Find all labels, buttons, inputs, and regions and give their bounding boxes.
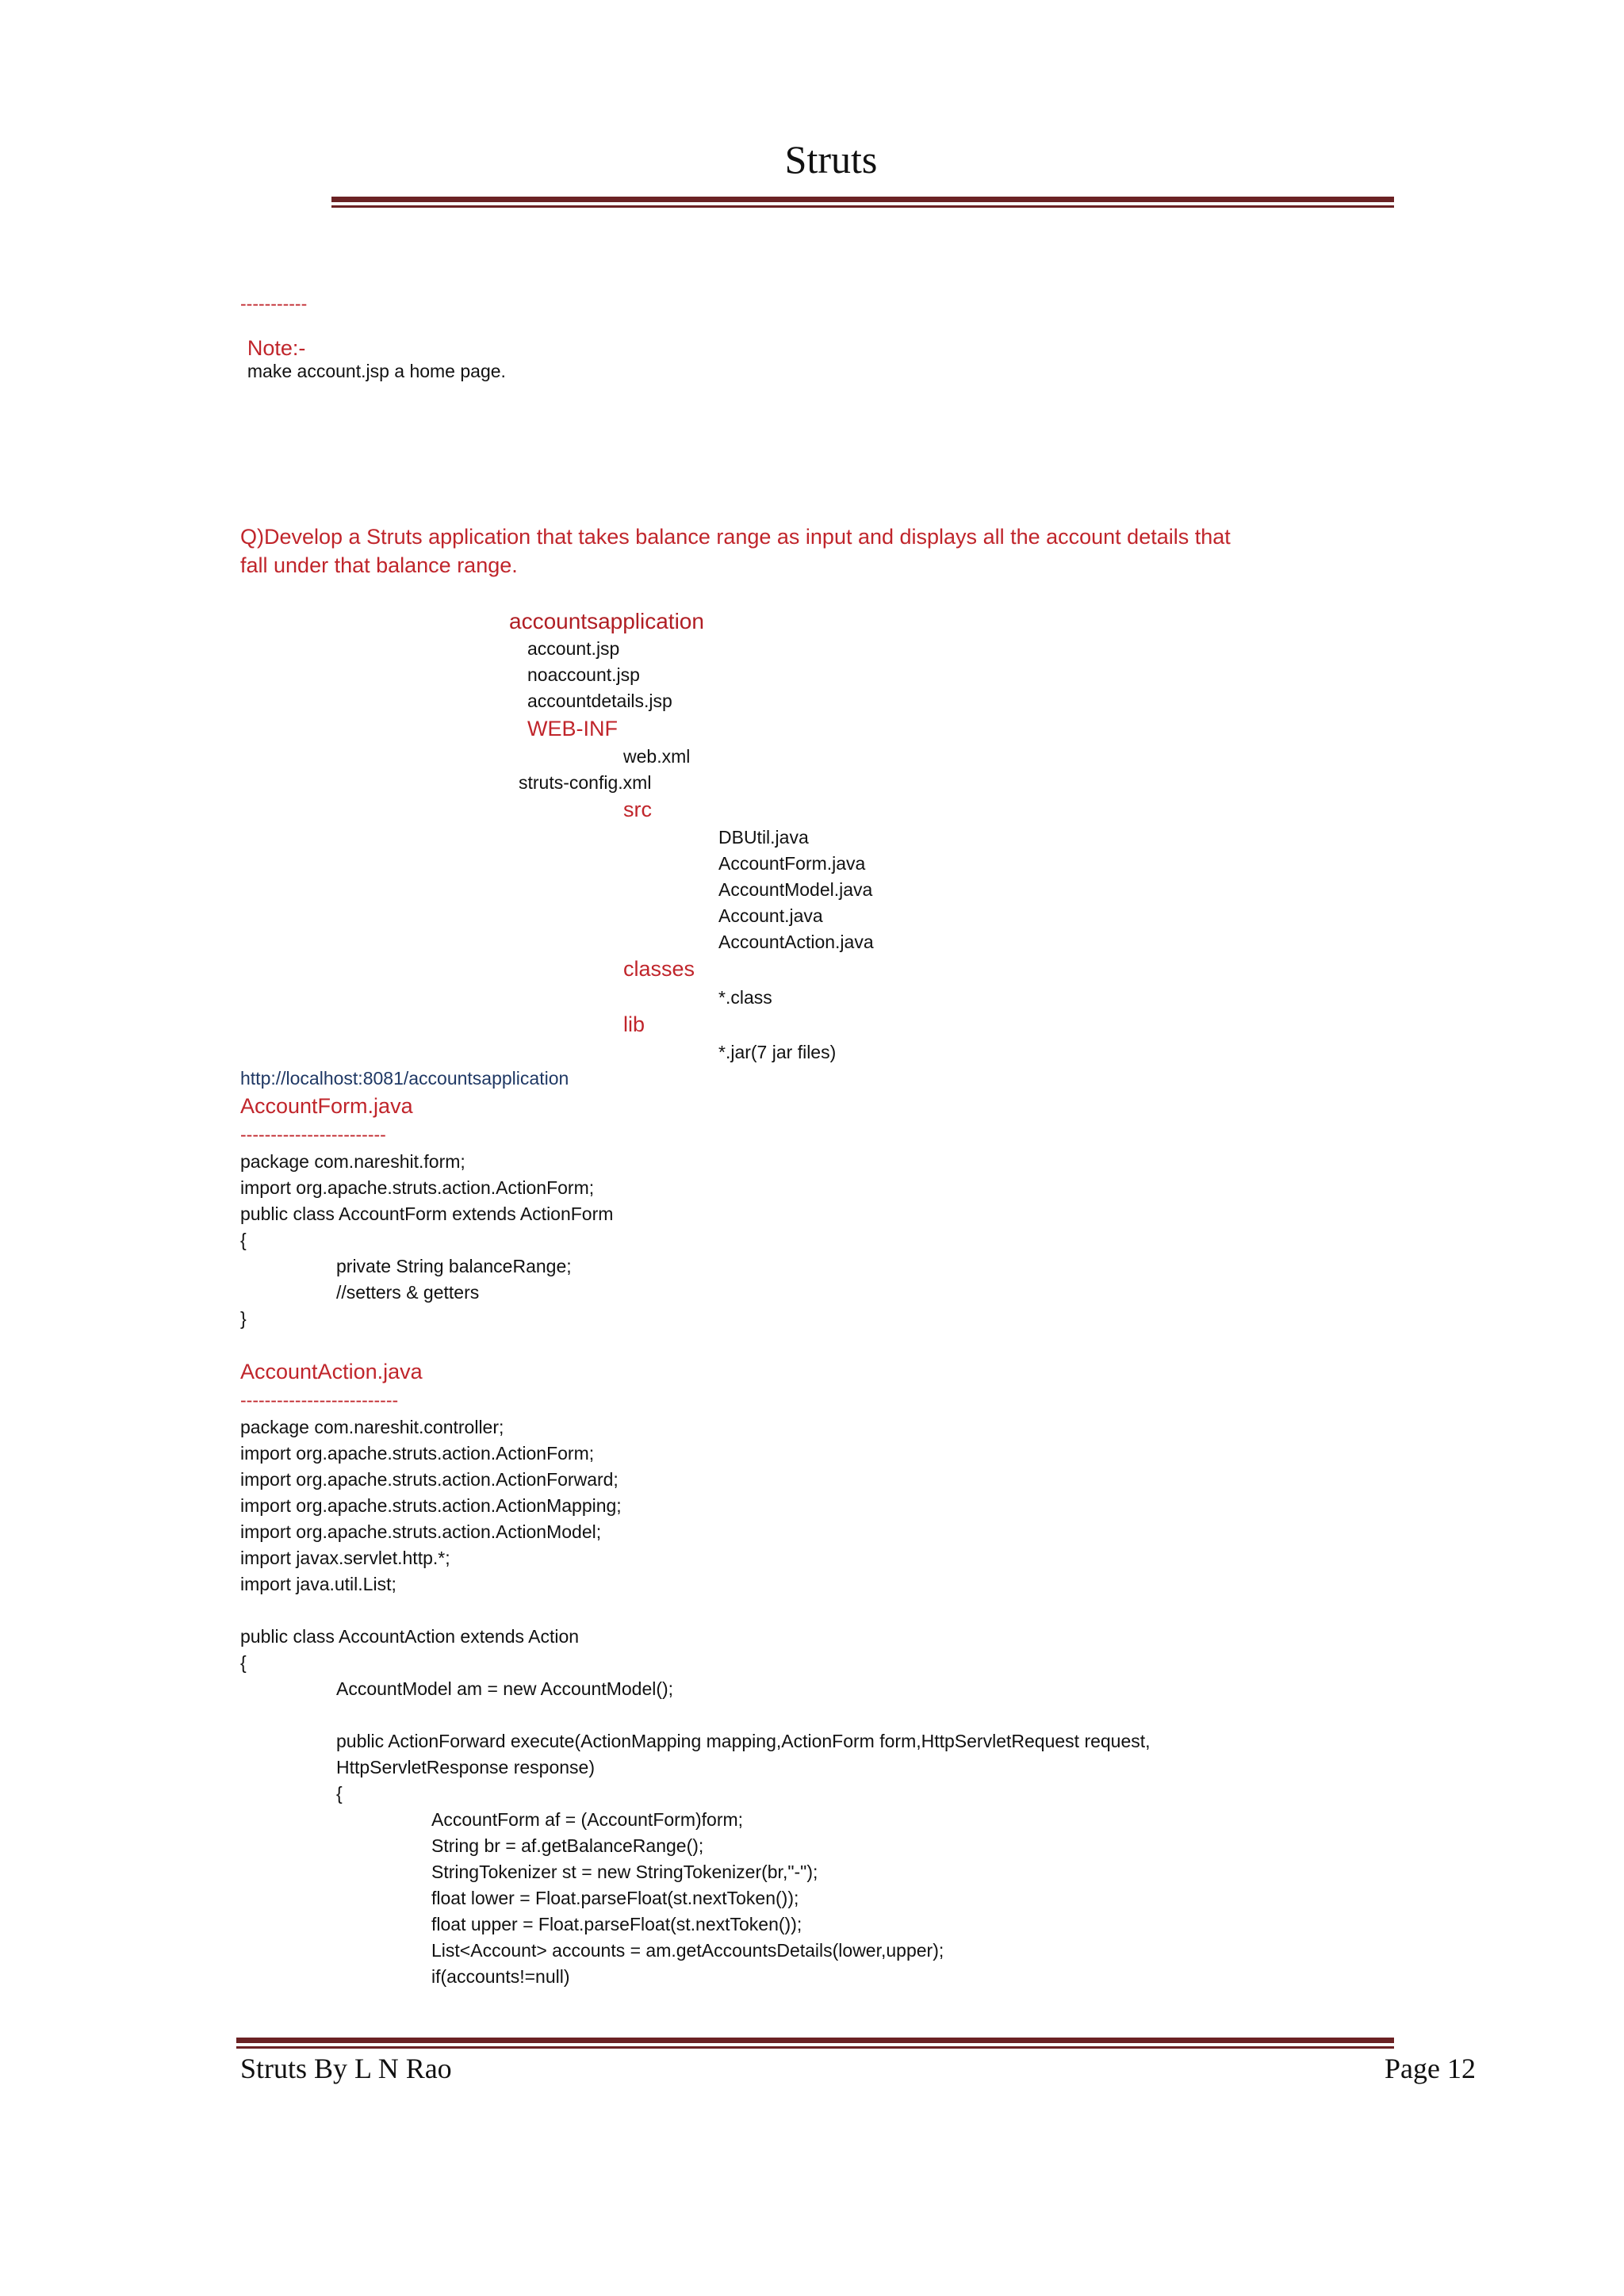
code-line: //setters & getters [336, 1282, 480, 1303]
code-line: public class AccountForm extends ActionForm [240, 1203, 614, 1224]
tree-lib: lib [623, 1012, 645, 1036]
question-line-1: Q)Develop a Struts application that takes balance range as input and displays all the account details that [240, 525, 1231, 549]
page-title: Struts [784, 137, 878, 182]
note-label: Note:- [247, 336, 306, 360]
accountaction-heading: AccountAction.java [240, 1360, 423, 1383]
code-line: StringTokenizer st = new StringTokenizer(br,"-"); [431, 1862, 818, 1882]
code-line: package com.nareshit.controller; [240, 1417, 504, 1437]
code-line: AccountModel am = new AccountModel(); [336, 1678, 674, 1699]
app-url: http://localhost:8081/accountsapplication [240, 1068, 569, 1089]
tree-account: Account.java [718, 905, 823, 926]
code-line: { [240, 1230, 247, 1250]
note-text: make account.jsp a home page. [247, 361, 506, 381]
code-line: private String balanceRange; [336, 1256, 572, 1276]
tree-accountform: AccountForm.java [718, 853, 866, 874]
note-dashes: ----------- [240, 293, 308, 314]
code-line: HttpServletResponse response) [336, 1757, 595, 1777]
code-line: } [240, 1308, 247, 1329]
code-line: List<Account> accounts = am.getAccountsDetails(lower,upper); [431, 1940, 944, 1961]
code-line: import org.apache.struts.action.ActionForm; [240, 1443, 595, 1464]
tree-dbutil: DBUtil.java [718, 827, 809, 848]
code-line: import org.apache.struts.action.ActionForm; [240, 1177, 595, 1198]
accountform-underline: ------------------------ [240, 1124, 386, 1145]
code-line: AccountForm af = (AccountForm)form; [431, 1809, 744, 1830]
tree-class-files: *.class [718, 987, 772, 1008]
tree-root: accountsapplication [509, 609, 704, 633]
tree-web-xml: web.xml [623, 746, 691, 767]
tree-struts-config: struts-config.xml [519, 772, 652, 793]
code-line: import javax.servlet.http.*; [240, 1548, 450, 1568]
tree-noaccount-jsp: noaccount.jsp [527, 664, 640, 685]
code-line: import org.apache.struts.action.ActionModel; [240, 1521, 602, 1542]
code-line: { [336, 1783, 343, 1804]
tree-accountdetails-jsp: accountdetails.jsp [527, 691, 672, 711]
footer-left: Struts By L N Rao [240, 2053, 452, 2084]
footer-rule-thick [236, 2038, 1394, 2043]
footer-rule-thin [236, 2046, 1394, 2049]
header-rule-thick [331, 197, 1394, 202]
code-line: float lower = Float.parseFloat(st.nextToken()); [431, 1888, 799, 1908]
tree-webinf: WEB-INF [527, 717, 618, 740]
code-line: if(accounts!=null) [431, 1966, 570, 1987]
code-line: String br = af.getBalanceRange(); [431, 1835, 704, 1856]
code-line: import org.apache.struts.action.ActionForward; [240, 1469, 619, 1490]
code-line: { [240, 1652, 247, 1673]
code-line: public ActionForward execute(ActionMapping mapping,ActionForm form,HttpServletRequest request, [336, 1731, 1151, 1751]
note [240, 322, 506, 382]
question-line-2: fall under that balance range. [240, 553, 518, 577]
code-line: public class AccountAction extends Action [240, 1626, 580, 1647]
header-rule-thin [331, 205, 1394, 208]
tree-src: src [623, 798, 652, 821]
code-line: package com.nareshit.form; [240, 1151, 465, 1172]
tree-accountaction: AccountAction.java [718, 932, 874, 952]
code-line: import java.util.List; [240, 1574, 396, 1594]
tree-account-jsp: account.jsp [527, 638, 620, 659]
accountaction-underline: -------------------------- [240, 1390, 399, 1410]
tree-classes: classes [623, 957, 695, 981]
tree-accountmodel: AccountModel.java [718, 879, 873, 900]
tree-jar-files: *.jar(7 jar files) [718, 1042, 837, 1062]
accountform-heading: AccountForm.java [240, 1094, 413, 1118]
footer-page-number: Page 12 [1385, 2053, 1476, 2084]
code-line: float upper = Float.parseFloat(st.nextToken()); [431, 1914, 802, 1934]
code-line: import org.apache.struts.action.ActionMapping; [240, 1495, 622, 1516]
